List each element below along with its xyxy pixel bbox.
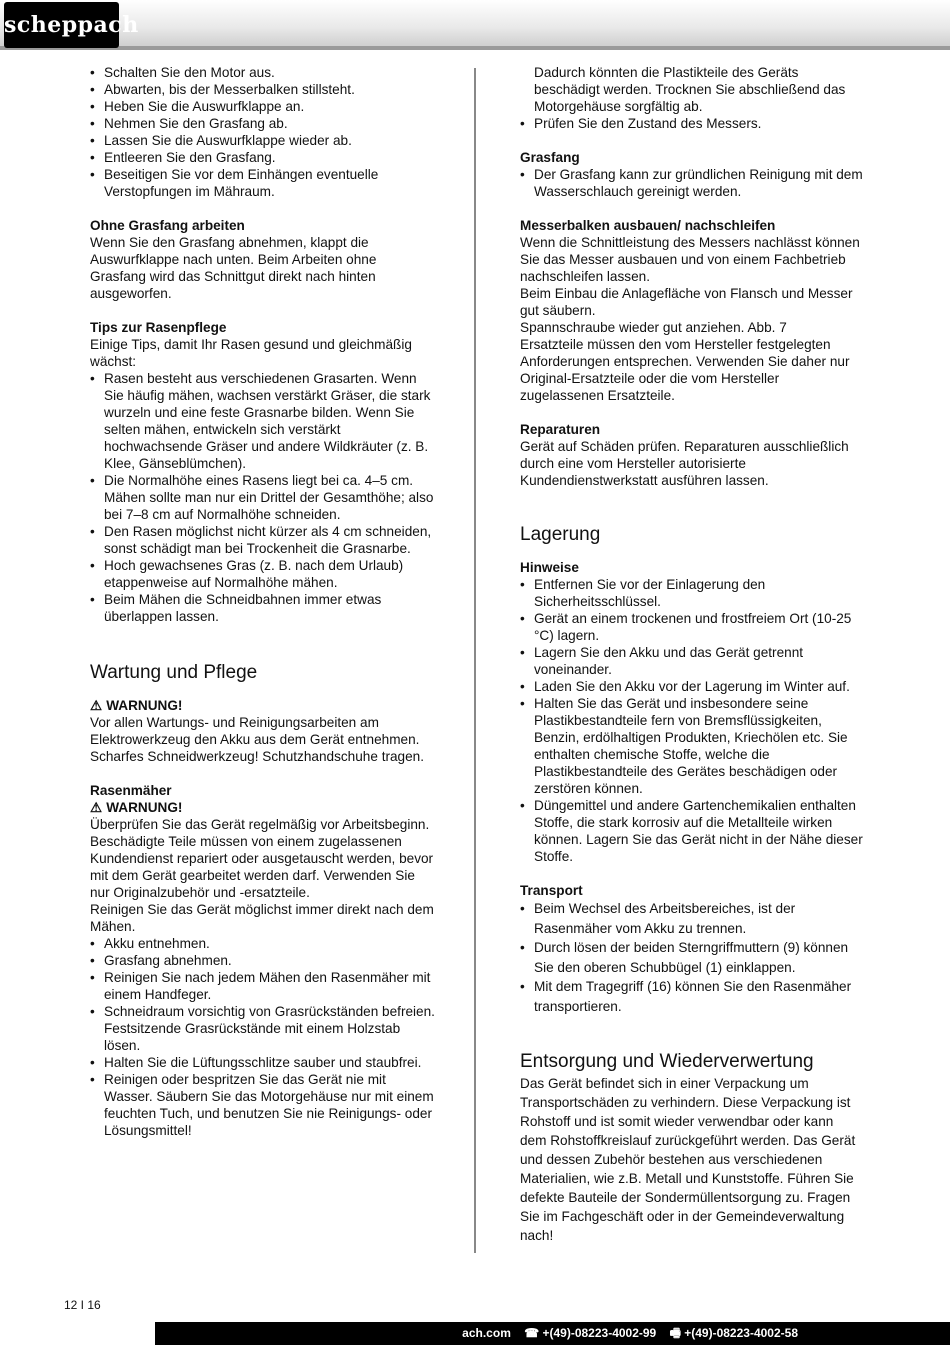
list-item: • Gerät an einem trockenen und frostfreiem Ort (10-25 °C) lagern. [520, 610, 865, 644]
warning-label-2: ⚠ WARNUNG! [90, 800, 183, 815]
grasfang-title: Grasfang [520, 150, 580, 165]
reparaturen-text: Gerät auf Schäden prüfen. Reparaturen ausschließlich durch eine vom Hersteller autorisierte Kundendienstwerkstatt ausführen lassen. [520, 439, 849, 488]
footer-contact [452, 1325, 798, 1341]
hinweise-list [520, 576, 865, 865]
entsorgung-text: Das Gerät befindet sich in einer Verpackung um Transportschäden zu verhindern. Diese Verpackung ist Rohstoff und ist somit wieder verwendbar oder kann dem Rohstoffkreislauf zurückgeführt werden. Das Gerät und dessen Zubehör bestehen aus verschiedenen Materialien, wie z.B. Metall und Kunststoffe. Führen Sie defekte Bauteile der Sondermüllentsorgung zu. Fragen Sie im Fachgeschäft oder in der Gemeindeverwaltung nach! [520, 1076, 856, 1243]
rasenmaeher-title: Rasenmäher [90, 783, 172, 798]
warning-icon: ⚠ [90, 698, 103, 713]
list-item: • Die Normalhöhe eines Rasens liegt bei ca. 4–5 cm. Mähen sollte man nur ein Drittel der Gesamthöhe; also bei 7–8 cm auf Normalhöhe schneiden. [90, 472, 435, 523]
entsorgung-heading: Entsorgung und Wiederverwertung [520, 1051, 814, 1072]
list-item: • Lassen Sie die Auswurfklappe wieder ab. [90, 132, 435, 149]
list-item: • Beim Mähen die Schneidbahnen immer etwas überlappen lassen. [90, 591, 435, 625]
grasfang-list [520, 166, 865, 200]
messerbalken-text-1: Wenn die Schnittleistung des Messers nachlässt können Sie das Messer ausbauen und von einem Fachbetrieb nachschleifen lassen. [520, 235, 860, 284]
list-item: • Entleeren Sie den Grasfang. [90, 149, 435, 166]
rasenmaeher-text-1: Überprüfen Sie das Gerät regelmäßig vor Arbeitsbeginn. Beschädigte Teile müssen von einem zugelassenen Kundendienst repariert oder ausgetauscht werden, bevor mit dem Gerät gearbeitet werden darf. Verwenden Sie nur Originalzubehör und -ersatzteile. [90, 817, 434, 900]
right-column [520, 64, 865, 1245]
messerbalken-text-3: Spannschraube wieder gut anziehen. Abb. 7 [520, 320, 787, 335]
list-item: • Entfernen Sie vor der Einlagerung den Sicherheitsschlüssel. [520, 576, 865, 610]
list-item: • Akku entnehmen. [90, 935, 435, 952]
warning-text: Vor allen Wartungs- und Reinigungsarbeiten am Elektrowerkzeug den Akku aus dem Gerät entnehmen. Scharfes Schneidwerkzeug! Schutzhandschuhe tragen. [90, 715, 425, 764]
list-item: • Düngemittel und andere Gartenchemikalien enthalten Stoffe, die stark korrosiv auf die Metallteile wirken können. Lagern Sie das Gerät nicht in der Nähe dieser Stoffe. [520, 797, 865, 865]
page-number: 12 I 16 [64, 1298, 101, 1312]
grasfang-steps-list [90, 64, 435, 200]
list-item: • Lagern Sie den Akku und das Gerät getrennt voneinander. [520, 644, 865, 678]
list-item: • Hoch gewachsenes Gras (z. B. nach dem Urlaub) etappenweise auf Normalhöhe mähen. [90, 557, 435, 591]
ohne-grasfang-title: Ohne Grasfang arbeiten [90, 218, 245, 233]
messerbalken-text-2: Beim Einbau die Anlagefläche von Flansch und Messer gut säubern. [520, 286, 853, 318]
transport-title: Transport [520, 883, 583, 898]
list-item: • Der Grasfang kann zur gründlichen Reinigung mit dem Wasserschlauch gereinigt werden. [520, 166, 865, 200]
reparaturen-title: Reparaturen [520, 422, 601, 437]
list-item: • Den Rasen möglichst nicht kürzer als 4 cm schneiden, sonst schädigt man bei Trockenheit die Grasnarbe. [90, 523, 435, 557]
list-item: • Reinigen oder bespritzen Sie das Gerät nie mit Wasser. Säubern Sie das Motorgehäuse nur mit einem feuchten Tuch, und benutzen Sie nie Reinigungs- oder Lösungsmittel! [90, 1071, 435, 1139]
tips-title: Tips zur Rasenpflege [90, 320, 227, 335]
list-item: • Prüfen Sie den Zustand des Messers. [520, 115, 865, 132]
cleaning-list [90, 935, 435, 1139]
list-item: • Heben Sie die Auswurfklappe an. [90, 98, 435, 115]
list-item: • Beim Wechsel des Arbeitsbereiches, ist der Rasenmäher vom Akku zu trennen. [520, 899, 865, 938]
list-item: • Nehmen Sie den Grasfang ab. [90, 115, 435, 132]
list-item: • Mit dem Tragegriff (16) können Sie den Rasenmäher transportieren. [520, 977, 865, 1016]
continued-text: Dadurch könnten die Plastikteile des Geräts beschädigt werden. Trocknen Sie abschließend das Motorgehäuse sorgfältig ab. [534, 65, 846, 114]
list-item: • Schalten Sie den Motor aus. [90, 64, 435, 81]
footer-web: ach.com [462, 1326, 511, 1340]
warning-icon: ⚠ [90, 800, 103, 815]
tips-intro: Einige Tips, damit Ihr Rasen gesund und gleichmäßig wächst: [90, 337, 412, 369]
lagerung-heading: Lagerung [520, 524, 601, 545]
ohne-grasfang-text: Wenn Sie den Grasfang abnehmen, klappt die Auswurfklappe nach unten. Beim Arbeiten ohne Grasfang wird das Schnittgut direkt nach hinten ausgeworfen. [90, 235, 377, 301]
list-item: • Abwarten, bis der Messerbalken stillsteht. [90, 81, 435, 98]
list-item: • Durch lösen der beiden Sterngriffmuttern (9) können Sie den oberen Schubbügel (1) einklappen. [520, 938, 865, 977]
column-divider [474, 68, 476, 1253]
list-item: • Grasfang abnehmen. [90, 952, 435, 969]
header-bar [0, 0, 950, 50]
continued-list [520, 115, 865, 132]
hinweise-title: Hinweise [520, 560, 579, 575]
footer-fax: 🖷 +(49)-08223-4002-58 [669, 1326, 798, 1340]
tips-list [90, 370, 435, 625]
transport-list [520, 899, 865, 1016]
list-item: • Laden Sie den Akku vor der Lagerung im Winter auf. [520, 678, 865, 695]
list-item: • Schneidraum vorsichtig von Grasrückständen befreien. Festsitzende Grasrückstände mit einem Holzstab lösen. [90, 1003, 435, 1054]
left-column [90, 64, 435, 1139]
messerbalken-title: Messerbalken ausbauen/ nachschleifen [520, 218, 776, 233]
rasenmaeher-text-2: Reinigen Sie das Gerät möglichst immer direkt nach dem Mähen. [90, 902, 434, 934]
warning-label: ⚠ WARNUNG! [90, 698, 183, 713]
footer-phone: ☎ +(49)-08223-4002-99 [524, 1326, 657, 1340]
scheppach-logo: scheppach [4, 2, 119, 48]
messerbalken-text-4: Ersatzteile müssen den vom Hersteller festgelegten Anforderungen entsprechen. Verwenden Sie daher nur Original-Ersatzteile oder die vom Hersteller zugelassenen Ersatzteile. [520, 337, 850, 403]
list-item: • Halten Sie das Gerät und insbesondere seine Plastikbestandteile fern von Bremsflüssigkeiten, Benzin, erdölhaltigen Produkten, Kriechölen etc. Sie enthalten chemische Stoffe, welche die Plastikbestandteile des Gerätes beschädigen oder zerstören können. [520, 695, 865, 797]
wartung-heading: Wartung und Pflege [90, 662, 258, 683]
list-item: • Beseitigen Sie vor dem Einhängen eventuelle Verstopfungen im Mähraum. [90, 166, 435, 200]
list-item: • Rasen besteht aus verschiedenen Grasarten. Wenn Sie häufig mähen, wachsen verstärkt Gräser, die stark wurzeln und eine feste Grasnarbe bilden. Wenn Sie selten mähen, entwickeln sich verstärkt hochwachsende Gräser und andere Wildkräuter (z. B. Klee, Gänseblümchen). [90, 370, 435, 472]
list-item: • Halten Sie die Lüftungsschlitze sauber und staubfrei. [90, 1054, 435, 1071]
list-item: • Reinigen Sie nach jedem Mähen den Rasenmäher mit einem Handfeger. [90, 969, 435, 1003]
